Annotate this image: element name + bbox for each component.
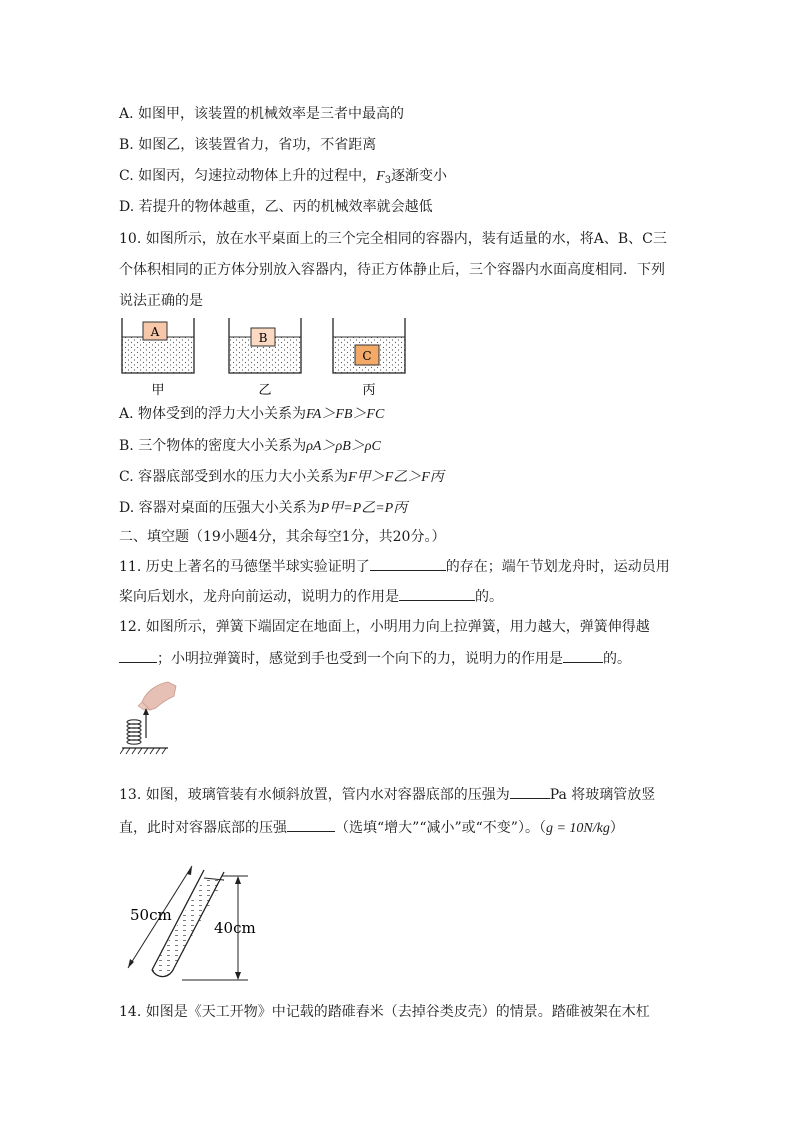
caption-yi: 乙 — [258, 383, 272, 398]
q10-option-c: C. 容器底部受到水的压力大小关系为F甲＞F乙＞F丙 — [119, 469, 444, 485]
q12-blank-1[interactable] — [119, 648, 157, 663]
q9-option-c: C. 如图丙，匀速拉动物体上升的过程中，$F_3$逐渐变小 — [119, 168, 448, 186]
q11-line2: 桨向后划水，龙舟向前运动，说明力的作用是 的。 — [119, 586, 503, 607]
q13-line2: 直，此时对容器底部的压强 （选填“增大”“减小”或“不变”）。（g = 10N/kg） — [119, 817, 624, 839]
q11-blank-1[interactable] — [370, 556, 446, 571]
q12-line1: 12. 如图所示，弹簧下端固定在地面上，小明用力向上拉弹簧，用力越大，弹簧伸得越 — [119, 619, 650, 635]
q12-spring-hand-figure — [120, 680, 180, 762]
q9-option-a: A. 如图甲，该装置的机械效率是三者中最高的 — [119, 106, 405, 122]
q11-blank-2[interactable] — [399, 586, 475, 601]
q13-line1: 13. 如图，玻璃管装有水倾斜放置，管内水对容器底部的压强为 Pa 将玻璃管放竖 — [119, 784, 655, 805]
q14-line1: 14. 如图是《天工开物》中记载的踏碓舂米（去掉谷类皮壳）的情景。踏碓被架在木杠 — [119, 1004, 650, 1020]
q11-line1: 11. 历史上著名的马德堡半球实验证明了 的存在；端午节划龙舟时，运动员用 — [119, 556, 670, 577]
length-label: 50cm — [130, 906, 172, 924]
height-label: 40cm — [214, 919, 256, 937]
q10-option-b: B. 三个物体的密度大小关系为ρA＞ρB＞ρC — [119, 438, 381, 454]
spring — [127, 720, 141, 744]
q10-stem-line1: 10. 如图所示，放在水平桌面上的三个完全相同的容器内，装有适量的水，将A、B、C三 — [119, 231, 667, 247]
q10-option-a: A. 物体受到的浮力大小关系为FA＞FB＞FC — [119, 406, 385, 422]
caption-bing: 丙 — [362, 383, 376, 398]
container-jia — [122, 318, 194, 398]
q10-stem-line2: 个体积相同的正方体分别放入容器内，待正方体静止后，三个容器内水面高度相同．下列 — [119, 262, 665, 278]
q10-stem-line3: 说法正确的是 — [119, 293, 203, 309]
hand-icon — [142, 682, 176, 710]
section-heading-fill-in: 二、填空题（19小题4分，其余每空1分，共20分。） — [119, 529, 446, 545]
container-yi — [229, 318, 301, 398]
q13-tilted-tube-figure — [118, 858, 268, 988]
cube-c-label: C — [362, 349, 372, 363]
q10-containers-figure — [118, 316, 418, 398]
q9-option-b: B. 如图乙，该装置省力，省功，不省距离 — [119, 137, 377, 153]
q9-option-d: D. 若提升的物体越重，乙、丙的机械效率就会越低 — [119, 199, 433, 215]
container-bing — [333, 318, 405, 398]
cube-b-label: B — [258, 331, 268, 345]
caption-jia: 甲 — [151, 383, 165, 398]
q10-option-d: D. 容器对桌面的压强大小关系为P甲=P乙=P丙 — [119, 500, 408, 516]
q13-blank-2[interactable] — [287, 817, 335, 832]
q12-blank-2[interactable] — [563, 648, 603, 663]
cube-a-label: A — [150, 325, 160, 339]
q12-line2: ；小明拉弹簧时，感觉到手也受到一个向下的力，说明力的作用是 的。 — [119, 648, 631, 669]
q13-blank-1[interactable] — [510, 784, 550, 799]
